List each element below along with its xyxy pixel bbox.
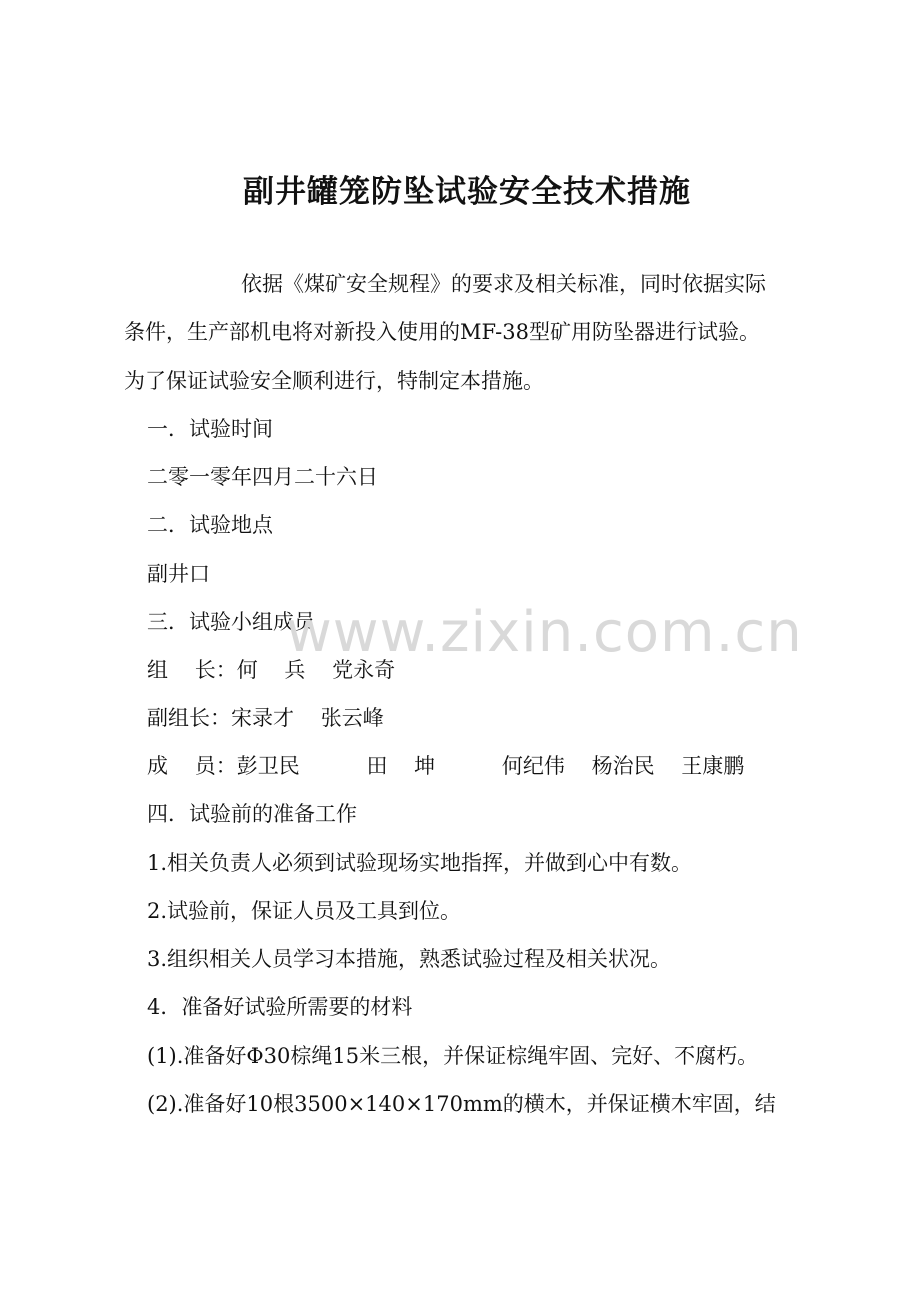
preparation-item: 2.试验前，保证人员及工具到位。	[147, 899, 462, 923]
intro-line: 为了保证试验安全顺利进行，特制定本措施。	[124, 369, 544, 393]
section-heading-location: 二．试验地点	[147, 513, 273, 537]
watermark: www.zixin.com.cn	[286, 600, 803, 665]
preparation-item: 4．准备好试验所需要的材料	[147, 995, 413, 1019]
section-heading-preparation: 四．试验前的准备工作	[147, 802, 357, 826]
document-title: 副井罐笼防坠试验安全技术措施	[243, 174, 691, 210]
intro-line: 条件，生产部机电将对新投入使用的MF-38型矿用防坠器进行试验。	[124, 320, 760, 344]
test-location: 副井口	[147, 562, 210, 586]
material-item: (2).准备好10根3500×140×170mm的横木，并保证横木牢固，结	[147, 1092, 776, 1116]
deputy-leader-line: 副组长：宋录才 张云峰	[147, 706, 384, 730]
preparation-item: 1.相关负责人必须到试验现场实地指挥，并做到心中有数。	[147, 851, 693, 875]
material-item: (1).准备好Φ30棕绳15米三根，并保证棕绳牢固、完好、不腐朽。	[147, 1044, 759, 1068]
team-leader-line: 组 长：何 兵 党永奇	[147, 658, 396, 682]
intro-line: 依据《煤矿安全规程》的要求及相关标准，同时依据实际	[241, 272, 766, 296]
members-line: 成 员：彭卫民 田 坤 何纪伟 杨治民 王康鹏	[147, 754, 745, 778]
preparation-item: 3.组织相关人员学习本措施，熟悉试验过程及相关状况。	[147, 947, 672, 971]
section-heading-time: 一．试验时间	[147, 417, 273, 441]
section-heading-members: 三．试验小组成员	[147, 610, 315, 634]
test-date: 二零一零年四月二十六日	[147, 465, 378, 489]
